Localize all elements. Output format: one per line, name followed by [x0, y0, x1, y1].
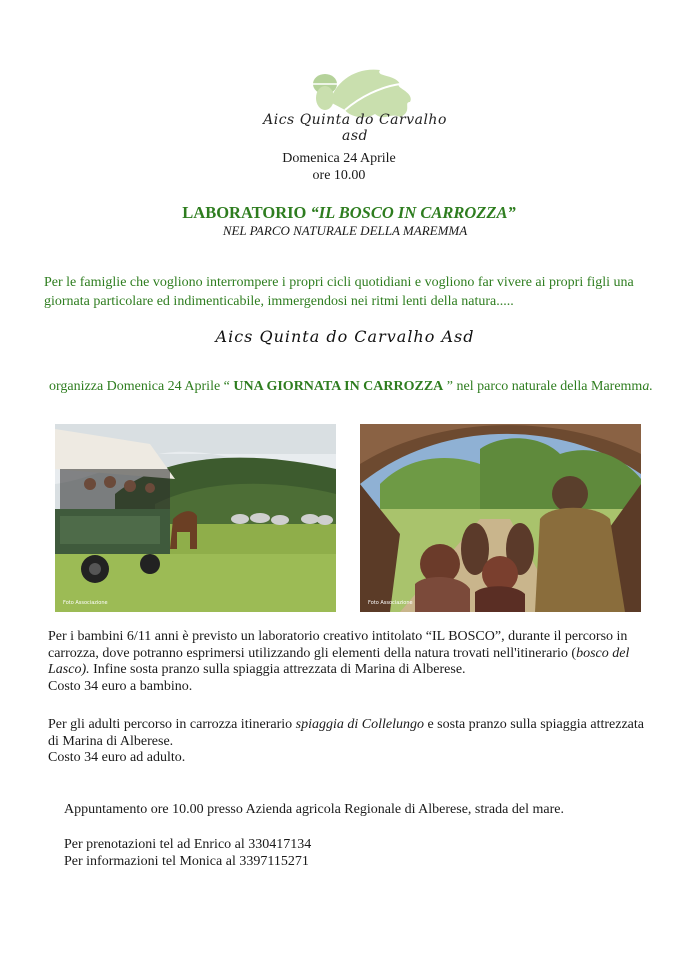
bambini-italic: bosco del Lasco).	[48, 645, 630, 677]
organizza-end: Maremm	[591, 379, 643, 394]
page-subtitle: NEL PARCO NATURALE DELLA MAREMMA	[222, 223, 468, 238]
photo-carriage-field-image	[55, 424, 336, 612]
photo-watermark: Foto Associazione	[368, 600, 413, 606]
signature: Aics Quinta do Carvalho Asd	[215, 327, 475, 346]
prenotazioni-phone: Per prenotazioni tel ad Enrico al 330417134	[64, 837, 312, 852]
page-title	[0, 203, 678, 223]
informazioni-phone: Per informazioni tel Monica al 3397115271	[64, 853, 309, 869]
event-date-block	[0, 150, 678, 184]
organizza-after: ” nel parco naturale della	[443, 379, 591, 394]
organizza-end-italic: a.	[642, 379, 653, 394]
bambini-paragraph	[48, 629, 648, 695]
photo-view-from-carriage	[360, 424, 641, 612]
adulti-text2: e sosta pranzo sulla spiaggia attrezzata di Marina di Alberese.	[48, 717, 644, 749]
contatti	[64, 837, 664, 870]
title-emphasis: “IL BOSCO IN CARROZZA”	[310, 203, 516, 222]
event-date: Domenica 24 Aprile	[282, 151, 396, 166]
title-prefix: LABORATORIO	[182, 203, 311, 222]
organizza-before: organizza Domenica 24 Aprile “	[49, 379, 234, 394]
bambini-text1: Per i bambini 6/11 anni è previsto un laboratorio creativo intitolato “IL BOSCO”, durante il percorso in carrozza, dove potranno esprimersi utilizzando gli elementi della natura trovati nell'itinerario (	[48, 629, 628, 661]
photo-carriage-field	[55, 424, 336, 612]
adulti-paragraph	[48, 717, 648, 767]
adulti-text1: Per gli adulti percorso in carrozza itinerario	[48, 717, 296, 732]
event-time: ore 10.00	[312, 168, 366, 183]
adulti-italic: spiaggia di Collelungo	[295, 717, 424, 732]
adulti-cost: Costo 34 euro ad adulto.	[48, 750, 186, 765]
photo-watermark: Foto Associazione	[63, 600, 108, 606]
appuntamento: Appuntamento ore 10.00 presso Azienda agricola Regionale di Alberese, strada del mare.	[64, 802, 564, 817]
bambini-cost: Costo 34 euro a bambino.	[48, 678, 193, 694]
organizza-highlight: UNA GIORNATA IN CARROZZA	[233, 379, 444, 394]
bambini-text2: Infine sosta pranzo sulla spiaggia attrezzata di Marina di Alberese.	[89, 662, 466, 677]
photo-view-from-carriage-image	[360, 424, 641, 612]
intro-paragraph: Per le famiglie che vogliono interrompere i propri cicli quotidiani e vogliono far vivere ai propri figli una giornata particolare ed indimenticabile, immergendosi nei ritmi lenti della natura.....	[44, 275, 634, 309]
logo	[255, 62, 455, 142]
organizza-paragraph	[49, 378, 659, 395]
logo-text: Aics Quinta do Carvalho asd	[263, 112, 447, 144]
